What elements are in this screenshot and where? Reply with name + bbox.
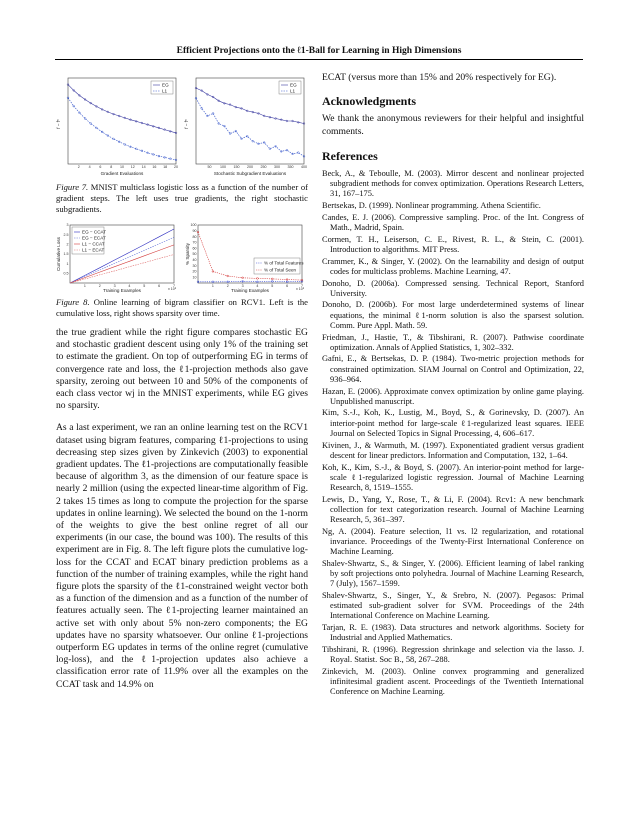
left-paragraph-1: the true gradient while the right figure compares stochastic EG and stochastic gradient descent using only 1% of the training set to estimate the gradient. On top of outperforming EG in terms of convergence rate and loss, the ℓ1-projection methods also gave sparsity, zeroing out between 10 and 50% of the components of each class vector wj in the MNIST experiments, while EG gives no sparsity. xyxy=(56,327,308,412)
data-point xyxy=(201,108,203,110)
x-tick-label: 100 xyxy=(220,165,226,169)
fig8-left-ylabel: Cumulative Loss xyxy=(56,237,61,271)
reference-item: Friedman, J., Hastie, T., & Tibshirani, R. (2007). Pathwise coordinate optimization. Annals of Applied Statistics, 1, 302–332. xyxy=(322,332,584,352)
fig8-left-xlabel: Training Examples xyxy=(103,288,141,293)
data-point xyxy=(84,118,86,120)
data-point xyxy=(252,140,254,142)
fig7-left-ylabel: f − f* xyxy=(56,119,61,129)
fig8-right-xlabel: Training Examples xyxy=(231,288,269,293)
x-tick-label: 6 xyxy=(99,165,102,169)
page-header: Efficient Projections onto the ℓ1-Ball for Learning in High Dimensions xyxy=(176,46,462,56)
series-line-l1 xyxy=(196,98,304,156)
reference-item: Cormen, T. H., Leiserson, C. E., Rivest, R. L., & Stein, C. (2001). Introduction to algorithms. MIT Press. xyxy=(322,234,584,254)
reference-item: Candes, E. J. (2006). Compressive sampling. Proc. of the Int. Congress of Math., Madrid, Spain. xyxy=(322,212,584,233)
figure-7-caption xyxy=(56,182,308,214)
y-tick-label: 10 xyxy=(192,275,197,280)
fig8-right-legend-seen: % of Total Seen xyxy=(264,267,297,273)
reference-item: Beck, A., & Teboulle, M. (2003). Mirror descent and nonlinear projected subgradient methods for convex optimization. Operations Research Letters, 31, 167–175. xyxy=(322,169,584,199)
reference-item: Zinkevich, M. (2003). Online convex programming and generalized infinitesimal gradient ascent. Proceedings of the Twentieth International Conference on Machine Learning. xyxy=(322,666,584,697)
y-tick-label: 2 xyxy=(66,242,69,247)
ack-text: We thank the anonymous reviewers for their helpful and insightful comments. xyxy=(322,113,584,137)
fig8-right-xmult: x 10⁵ xyxy=(296,287,305,291)
y-tick-label: 1 xyxy=(66,261,69,266)
x-tick-label: 50 xyxy=(207,165,212,169)
reference-item: Lewis, D., Yang, Y., Rose, T., & Li, F. (2004). Rcv1: A new benchmark collection for text categorization research. Journal of Machine Learning Research, 5, 361–397. xyxy=(322,494,584,525)
fig7-left-legend-l1: L1 xyxy=(162,88,168,94)
fig7-right-ylabel: f − f* xyxy=(184,119,189,129)
y-tick-label: 80 xyxy=(192,234,197,239)
reference-item: Shalev-Shwartz, S., Singer, Y., & Srebro, N. (2007). Pegasos: Primal estimated sub-gradient solver for SVM. Proceedings of the 24th International Conference on Machine Learning. xyxy=(322,590,584,621)
figure-7-caption-label: Figure 7. xyxy=(56,182,89,192)
reference-item: Kim, S.-J., Koh, K., Lustig, M., Boyd, S., & Gorinevsky, D. (2007). An interior-point method for large-scale ℓ1-regularized least squares. IEEE Journal on Selected Topics in Signal Processing, 4, 606–617. xyxy=(322,408,584,438)
y-tick-label: 30 xyxy=(192,263,197,268)
x-tick-label: 150 xyxy=(233,165,240,169)
x-tick-label: 400 xyxy=(301,165,307,169)
x-tick-label: 200 xyxy=(247,165,253,169)
y-tick-label: 20 xyxy=(192,269,197,274)
x-tick-label: 2 xyxy=(98,284,101,288)
figure-7 xyxy=(56,74,310,178)
x-tick-label: 20 xyxy=(174,165,178,169)
data-point xyxy=(96,127,98,129)
fig8-right-legend-features: % of Total Features xyxy=(264,260,304,266)
fig7-right-xlabel: Stochastic Subgradient Evaluations xyxy=(213,171,287,176)
left-body xyxy=(56,327,308,691)
fig7-left-xlabel: Gradient Evaluations xyxy=(100,171,144,176)
fig7-left-legend-eg: EG xyxy=(162,82,169,88)
data-point xyxy=(90,123,92,125)
x-tick-label: 3 xyxy=(113,284,116,288)
references-list xyxy=(322,169,584,697)
x-tick-label: 1 xyxy=(211,284,214,288)
x-tick-label: 12 xyxy=(130,165,135,169)
fig7-right-plot xyxy=(184,78,307,176)
x-tick-label: 10 xyxy=(120,165,124,169)
y-tick-label: 2.5 xyxy=(63,232,69,237)
reference-item: Gafni, E., & Bertsekas, D. P. (1984). Two-metric projection methods for constrained optimization. SIAM Journal on Control and Optimization, 22, 936–964. xyxy=(322,354,584,384)
right-column xyxy=(322,72,584,699)
header-rule xyxy=(55,59,583,60)
reference-item: Tibshirani, R. (1996). Regression shrinkage and selection via the lasso. J. Royal. Statist. Soc B., 58, 267–288. xyxy=(322,644,584,665)
y-tick-label: 0.5 xyxy=(63,271,69,276)
reference-item: Koh, K., Kim, S.-J., & Boyd, S. (2007). An interior-point method for large-scale ℓ1-regularized logistic regression. Journal of Machine Learning Research, 8, 1519–1555. xyxy=(322,462,584,492)
references-heading: References xyxy=(322,148,378,163)
reference-item: Ng, A. (2004). Feature selection, l1 vs. l2 regularization, and rotational invariance. Proceedings of the Twenty-First International Conference on Machine Learning. xyxy=(322,526,584,557)
figure-7-caption-text: MNIST multiclass logistic loss as a function of the number of gradient steps. The left uses true gradients, the right stochastic subgradients. xyxy=(56,182,308,214)
fig8-left-plot xyxy=(56,223,177,293)
left-paragraph-2: As a last experiment, we ran an online learning test on the RCV1 dataset using bigram features, comparing ℓ1-projections to using decreasing step sizes given by Zinkevich (2003) to exponential gradient updates. The ℓ1-projections are computationally feasible because of algorithm 3, as the dimension of our feature space is nearly 2 million (using the expected linear-time algorithm of Fig. 2 takes 15 times as long to compute the projection for the sparse updates in online learning). We selected the bound on the 1-norm of the weights to give the best online regret of all our experiments (in our case, the bound was 100). The results of this experiment are in Fig. 8. The left figure plots the cumulative log-loss for the CCAT and ECAT binary prediction problems as a function of the number of training examples, while the right hand figure plots the sparsity of the ℓ1-constrained weight vector both as a function of the dimension and as a function of the number of features actually seen. The ℓ1-projecting learner maintained an active set with only about 5% non-zero components; the EG updates have no sparsity whatsoever. Our online ℓ1-projections outperform EG updates in terms of the online regret (cumulative log-loss), and the ℓ1-projection updates also achieve a classification error rate of 11.9% over all the examples on the CCAT task and 14.9% on xyxy=(56,422,308,690)
x-tick-label: 7 xyxy=(301,284,303,288)
x-tick-label: 4 xyxy=(88,165,91,169)
fig8-right-ylabel: % Sparsity xyxy=(185,243,190,265)
y-tick-label: 60 xyxy=(192,246,197,251)
x-tick-label: 7 xyxy=(173,284,175,288)
x-tick-label: 6 xyxy=(286,284,289,288)
x-tick-label: 3 xyxy=(241,284,244,288)
right-paragraph-top: ECAT (versus more than 15% and 20% respectively for EG). xyxy=(322,72,557,83)
fig8-right-plot xyxy=(185,223,305,293)
reference-item: Tarjan, R. E. (1983). Data structures and network algorithms. Society for Industrial and Applied Mathematics. xyxy=(322,623,584,643)
y-tick-label: 1.5 xyxy=(63,252,69,257)
x-tick-label: 4 xyxy=(128,284,131,288)
y-tick-label: 100 xyxy=(190,223,197,228)
legend-label: L1 − CCAT xyxy=(82,241,105,247)
reference-item: Shalev-Shwartz, S., & Singer, Y. (2006). Efficient learning of label ranking by soft projections onto polyhedra. Journal of Machine Learning Research, 7 (July), 1567–1599. xyxy=(322,558,584,589)
x-tick-label: 1 xyxy=(83,284,86,288)
fig8-left-xmult: x 10⁵ xyxy=(168,287,177,291)
figure-8-caption-text: Online learning of bigram classifier on RCV1. Left is the cumulative loss, right shows sparsity over time. xyxy=(56,297,308,318)
y-tick-label: 3 xyxy=(66,223,69,228)
y-tick-label: 90 xyxy=(192,229,197,233)
figure-8-caption-label: Figure 8. xyxy=(56,297,90,307)
x-tick-label: 300 xyxy=(274,165,280,169)
x-tick-label: 8 xyxy=(110,165,113,169)
reference-item: Donoho, D. (2006a). Compressed sensing. Technical Report, Stanford University. xyxy=(322,278,584,298)
series-line-l1-ecat xyxy=(70,255,174,284)
x-tick-label: 2 xyxy=(226,284,229,288)
reference-item: Donoho, D. (2006b). For most large underdetermined systems of linear equations, the minimal ℓ1-norm solution is also the sparsest solution. Comm. Pure Appl. Math. 59. xyxy=(322,300,584,330)
fig7-left-plot xyxy=(56,78,178,176)
x-tick-label: 5 xyxy=(271,284,274,288)
x-tick-label: 16 xyxy=(152,165,157,169)
legend-label: EG − CCAT xyxy=(82,229,107,235)
x-tick-label: 350 xyxy=(287,165,294,169)
fig7-right-legend-eg: EG xyxy=(290,82,297,88)
x-tick-label: 4 xyxy=(256,284,259,288)
legend-label: EG − ECAT xyxy=(82,235,106,241)
y-tick-label: 70 xyxy=(192,240,197,245)
figure-8 xyxy=(56,222,310,294)
legend-label: L1 − ECAT xyxy=(82,247,105,253)
x-tick-label: 6 xyxy=(158,284,161,288)
series-line-l1 xyxy=(68,98,176,160)
x-tick-label: 250 xyxy=(260,165,267,169)
y-tick-label: 50 xyxy=(192,252,197,257)
data-point xyxy=(212,113,214,115)
reference-item: Bertsekas, D. (1999). Nonlinear programming. Athena Scientific. xyxy=(322,201,541,211)
y-tick-label: 40 xyxy=(192,258,197,262)
ack-heading: Acknowledgments xyxy=(322,94,417,109)
reference-item: Hazan, E. (2006). Approximate convex optimization by online game playing. Unpublished manuscript. xyxy=(322,386,584,406)
reference-item: Kivinen, J., & Warmuth, M. (1997). Exponentiated gradient versus gradient descent for linear predictors. Information and Computation, 132, 1–64. xyxy=(322,440,584,460)
x-tick-label: 5 xyxy=(143,284,146,288)
x-tick-label: 14 xyxy=(141,165,146,169)
fig7-right-legend-l1: L1 xyxy=(290,88,296,94)
x-tick-label: 18 xyxy=(163,165,168,169)
x-tick-label: 2 xyxy=(77,165,80,169)
figure-8-caption xyxy=(56,297,308,319)
reference-item: Crammer, K., & Singer, Y. (2002). On the learnability and design of output codes for multiclass problems. Machine Learning, 47. xyxy=(322,256,584,276)
